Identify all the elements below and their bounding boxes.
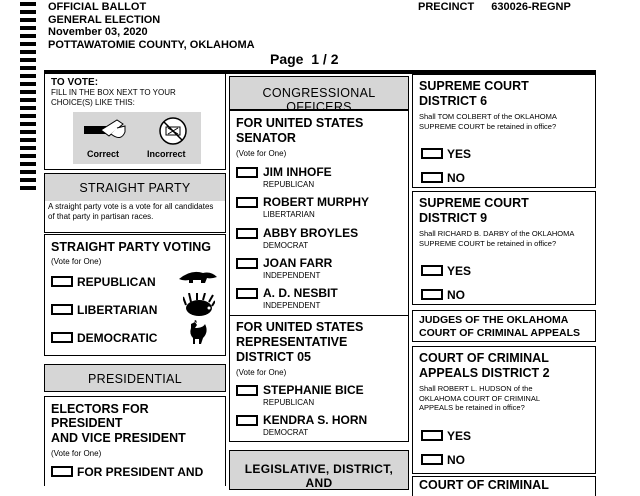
checkbox[interactable]: [51, 276, 73, 287]
party-label: REPUBLICAN: [77, 275, 156, 289]
header-line4: POTTAWATOMIE COUNTY, OKLAHOMA: [48, 38, 255, 51]
candidate-name: KENDRA S. HORN: [263, 413, 368, 427]
sc9-question: Shall RICHARD B. DARBY of the OKLAHOMA SUPREME COURT be retained in office?: [419, 229, 574, 248]
sc6-yes-option[interactable]: [421, 145, 471, 163]
congressional-heading: CONGRESSIONAL OFFICERS: [229, 76, 409, 110]
sc9-title-2: DISTRICT 9: [419, 211, 488, 225]
checkbox[interactable]: [421, 430, 443, 441]
header-line3: November 03, 2020: [48, 26, 148, 38]
sc9-no-option[interactable]: [421, 286, 465, 304]
judges-heading-2: COURT OF CRIMINAL APPEALS: [419, 327, 581, 339]
correct-label: Correct: [87, 149, 120, 159]
rep-title-3: DISTRICT 05: [236, 350, 312, 364]
yes-label: YES: [447, 264, 472, 278]
straight-party-contest: [44, 234, 226, 356]
party-option-libertarian[interactable]: [51, 301, 221, 319]
straight-party-heading: STRAIGHT PARTY: [44, 173, 226, 201]
candidate-party: REPUBLICAN: [263, 398, 315, 407]
sc9-yes-option[interactable]: [421, 262, 471, 280]
sc6-title-1: SUPREME COURT: [419, 79, 529, 93]
cca-no-option[interactable]: [421, 451, 465, 469]
straight-party-note: A straight party vote is a vote for all candidates of that party in partisan races.: [48, 202, 214, 221]
checkbox[interactable]: [236, 288, 258, 299]
candidate-name: ROBERT MURPHY: [263, 195, 370, 209]
cca-title-2: APPEALS DISTRICT 2: [419, 366, 550, 380]
cca-yes-option[interactable]: [421, 427, 471, 445]
precinct-label: PRECINCT: [418, 1, 475, 13]
electors-option-label: FOR PRESIDENT AND: [77, 465, 204, 479]
next-contest-box: [412, 476, 596, 496]
yes-label: YES: [447, 147, 472, 161]
instructions-box: [44, 74, 226, 170]
checkbox[interactable]: [51, 304, 73, 315]
candidate-name: A. D. NESBIT: [263, 286, 338, 300]
candidate-name: ABBY BROYLES: [263, 226, 359, 240]
sc6-no-option[interactable]: [421, 169, 465, 187]
checkbox[interactable]: [236, 258, 258, 269]
party-option-democratic[interactable]: [51, 329, 221, 347]
instructions-title: TO VOTE:: [51, 77, 99, 88]
porcupine-icon: [183, 293, 215, 319]
checkbox[interactable]: [421, 289, 443, 300]
legislative-heading: LEGISLATIVE, DISTRICT, AND: [229, 450, 409, 490]
incorrect-label: Incorrect: [147, 149, 186, 159]
electors-option[interactable]: [51, 463, 203, 481]
middle-column: [229, 74, 409, 490]
checkbox[interactable]: [421, 265, 443, 276]
candidate-party: INDEPENDENT: [263, 301, 321, 310]
next-contest-title: COURT OF CRIMINAL: [419, 478, 549, 492]
representative-contest: [229, 316, 409, 442]
no-label: NO: [447, 288, 465, 302]
yes-label: YES: [447, 429, 472, 443]
elephant-icon: [177, 269, 219, 289]
cca-title-1: COURT OF CRIMINAL: [419, 351, 549, 365]
right-column: [412, 74, 596, 492]
electors-vote-for: (Vote for One): [51, 449, 102, 458]
presidential-heading: PRESIDENTIAL: [44, 364, 226, 392]
checkbox[interactable]: [236, 228, 258, 239]
candidate-name: JIM INHOFE: [263, 165, 332, 179]
rooster-icon: [185, 320, 209, 346]
example-panel: [73, 112, 201, 164]
sc9-title-1: SUPREME COURT: [419, 196, 529, 210]
candidate-party: DEMOCRAT: [263, 428, 309, 437]
candidate-name: STEPHANIE BICE: [263, 383, 364, 397]
electors-title-1: ELECTORS FOR: [51, 402, 149, 416]
incorrect-mark-icon: [157, 115, 189, 147]
cca-question: Shall ROBERT L. HUDSON of the OKLAHOMA COURT OF CRIMINAL APPEALS be retained in office?: [419, 384, 540, 412]
supreme-court-9-contest: [412, 191, 596, 305]
judges-heading-1: JUDGES OF THE OKLAHOMA: [419, 314, 569, 326]
checkbox[interactable]: [421, 172, 443, 183]
senate-title-2: SENATOR: [236, 131, 296, 145]
rep-title-1: FOR UNITED STATES: [236, 320, 364, 334]
straight-party-title: STRAIGHT PARTY VOTING: [51, 240, 211, 254]
header-line1: OFFICIAL BALLOT: [48, 1, 147, 13]
straight-party-vote-for: (Vote for One): [51, 257, 102, 266]
candidate-party: LIBERTARIAN: [263, 210, 315, 219]
checkbox[interactable]: [236, 385, 258, 396]
checkbox[interactable]: [236, 167, 258, 178]
checkbox[interactable]: [421, 148, 443, 159]
candidate-name: JOAN FARR: [263, 256, 333, 270]
senate-title-1: FOR UNITED STATES: [236, 116, 364, 130]
checkbox[interactable]: [51, 332, 73, 343]
checkbox[interactable]: [236, 197, 258, 208]
sc6-question: Shall TOM COLBERT of the OKLAHOMA SUPREME COURT be retained in office?: [419, 112, 557, 131]
page-number: Page 1 / 2: [270, 51, 339, 67]
sc6-title-2: DISTRICT 6: [419, 94, 488, 108]
checkbox[interactable]: [236, 415, 258, 426]
correct-mark-icon: [81, 116, 127, 146]
candidate-party: REPUBLICAN: [263, 180, 315, 189]
no-label: NO: [447, 453, 465, 467]
straight-party-note-box: [44, 201, 226, 233]
precinct: [418, 1, 571, 14]
party-label: DEMOCRATIC: [77, 331, 158, 345]
rep-title-2: REPRESENTATIVE: [236, 335, 348, 349]
senate-contest: [229, 110, 409, 316]
header-line2: GENERAL ELECTION: [48, 13, 161, 26]
checkbox[interactable]: [421, 454, 443, 465]
party-label: LIBERTARIAN: [77, 303, 158, 317]
candidate-party: DEMOCRAT: [263, 241, 309, 250]
electors-contest: [44, 396, 226, 486]
checkbox[interactable]: [51, 466, 73, 477]
supreme-court-6-contest: [412, 74, 596, 188]
electors-title-3: AND VICE PRESIDENT: [51, 431, 186, 445]
candidate-party: INDEPENDENT: [263, 271, 321, 280]
senate-vote-for: (Vote for One): [236, 149, 287, 158]
instructions-text: FILL IN THE BOX NEXT TO YOUR CHOICE(S) LIKE THIS:: [51, 88, 176, 107]
rep-vote-for: (Vote for One): [236, 368, 287, 377]
precinct-value: 630026-REGNP: [491, 1, 571, 13]
no-label: NO: [447, 171, 465, 185]
electors-title-2: PRESIDENT: [51, 416, 123, 430]
ballot-header: [48, 1, 255, 51]
left-column: [44, 74, 226, 482]
criminal-appeals-contest: [412, 346, 596, 474]
party-option-republican[interactable]: [51, 273, 221, 291]
judges-heading-box: [412, 310, 596, 342]
